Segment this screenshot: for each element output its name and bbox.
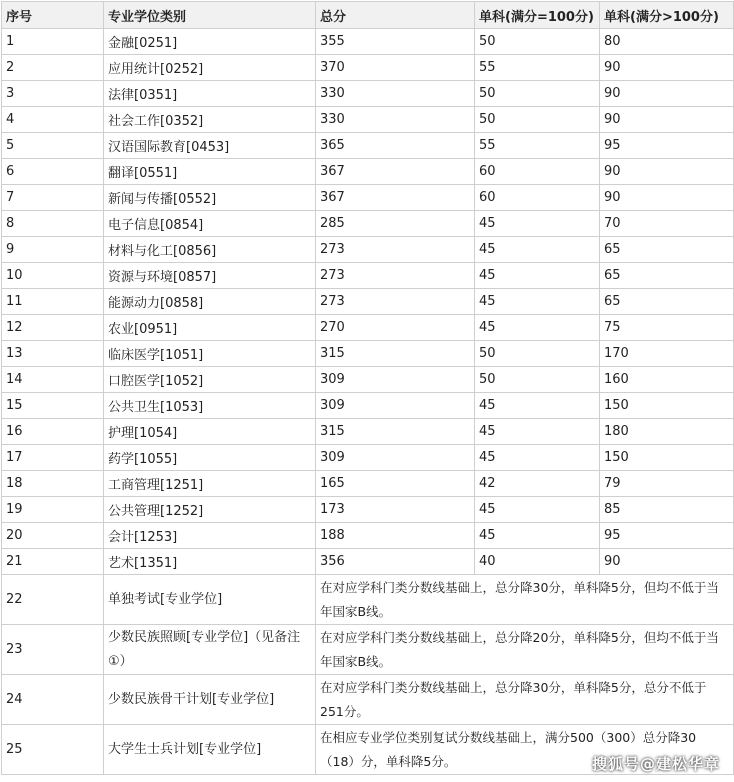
cell-single-over-100: 79 xyxy=(600,471,734,497)
cell-single-100: 50 xyxy=(475,81,600,107)
table-row xyxy=(2,289,734,315)
table-row xyxy=(2,471,734,497)
cell-single-100: 50 xyxy=(475,367,600,393)
cell-category: 护理[1054] xyxy=(104,419,316,445)
cell-single-over-100: 180 xyxy=(600,419,734,445)
cell-category: 少数民族照顾[专业学位]（见备注①） xyxy=(104,625,316,675)
cell-rule-note: 在相应专业学位类别复试分数线基础上，满分500（300）总分降30（18）分，单科降5分。 xyxy=(316,725,734,775)
cell-single-over-100: 75 xyxy=(600,315,734,341)
cell-total: 309 xyxy=(316,393,475,419)
cell-category: 农业[0951] xyxy=(104,315,316,341)
cell-total: 315 xyxy=(316,341,475,367)
cell-index: 8 xyxy=(2,211,104,237)
cell-single-100: 50 xyxy=(475,341,600,367)
cell-category: 工商管理[1251] xyxy=(104,471,316,497)
header-index: 序号 xyxy=(2,2,104,29)
table-row xyxy=(2,523,734,549)
cell-single-100: 45 xyxy=(475,211,600,237)
cell-single-over-100: 160 xyxy=(600,367,734,393)
cell-single-over-100: 170 xyxy=(600,341,734,367)
cell-total: 330 xyxy=(316,81,475,107)
cell-category: 汉语国际教育[0453] xyxy=(104,133,316,159)
cell-total: 188 xyxy=(316,523,475,549)
cell-single-100: 45 xyxy=(475,523,600,549)
header-category: 专业学位类别 xyxy=(104,2,316,29)
cell-single-over-100: 95 xyxy=(600,133,734,159)
cell-single-over-100: 70 xyxy=(600,211,734,237)
watermark: 搜狐号@建松华章 xyxy=(591,755,720,773)
cell-index: 6 xyxy=(2,159,104,185)
table-row xyxy=(2,315,734,341)
cell-index: 20 xyxy=(2,523,104,549)
cell-index: 1 xyxy=(2,29,104,55)
cell-single-over-100: 95 xyxy=(600,523,734,549)
cell-single-100: 45 xyxy=(475,263,600,289)
cell-single-100: 45 xyxy=(475,445,600,471)
cell-rule-note: 在对应学科门类分数线基础上，总分降30分，单科降5分，总分不低于251分。 xyxy=(316,675,734,725)
cell-single-100: 40 xyxy=(475,549,600,575)
cell-single-100: 42 xyxy=(475,471,600,497)
table-row xyxy=(2,107,734,133)
table-row xyxy=(2,575,734,625)
cell-index: 25 xyxy=(2,725,104,775)
cell-category: 少数民族骨干计划[专业学位] xyxy=(104,675,316,725)
table-row xyxy=(2,341,734,367)
cell-total: 370 xyxy=(316,55,475,81)
cell-single-100: 45 xyxy=(475,289,600,315)
cell-category: 临床医学[1051] xyxy=(104,341,316,367)
cell-single-over-100: 90 xyxy=(600,81,734,107)
cell-category: 材料与化工[0856] xyxy=(104,237,316,263)
cell-single-over-100: 90 xyxy=(600,185,734,211)
cell-single-100: 50 xyxy=(475,107,600,133)
cell-category: 药学[1055] xyxy=(104,445,316,471)
cell-index: 2 xyxy=(2,55,104,81)
cell-index: 11 xyxy=(2,289,104,315)
cell-single-over-100: 85 xyxy=(600,497,734,523)
cell-single-100: 50 xyxy=(475,29,600,55)
table-row xyxy=(2,185,734,211)
cell-single-over-100: 150 xyxy=(600,445,734,471)
cell-index: 19 xyxy=(2,497,104,523)
cell-category: 会计[1253] xyxy=(104,523,316,549)
cell-category: 公共管理[1252] xyxy=(104,497,316,523)
cell-category: 大学生士兵计划[专业学位] xyxy=(104,725,316,775)
cell-single-over-100: 65 xyxy=(600,263,734,289)
table-row xyxy=(2,55,734,81)
cell-total: 273 xyxy=(316,263,475,289)
cell-category: 新闻与传播[0552] xyxy=(104,185,316,211)
cell-index: 16 xyxy=(2,419,104,445)
cell-total: 330 xyxy=(316,107,475,133)
cell-single-over-100: 90 xyxy=(600,549,734,575)
cell-index: 4 xyxy=(2,107,104,133)
cell-total: 273 xyxy=(316,237,475,263)
cell-single-100: 45 xyxy=(475,315,600,341)
cell-single-over-100: 90 xyxy=(600,107,734,133)
cell-single-100: 45 xyxy=(475,393,600,419)
cell-index: 17 xyxy=(2,445,104,471)
table-row xyxy=(2,675,734,725)
cell-category: 翻译[0551] xyxy=(104,159,316,185)
table-row xyxy=(2,237,734,263)
cell-total: 355 xyxy=(316,29,475,55)
cell-total: 270 xyxy=(316,315,475,341)
cell-single-over-100: 80 xyxy=(600,29,734,55)
cell-category: 电子信息[0854] xyxy=(104,211,316,237)
cell-category: 应用统计[0252] xyxy=(104,55,316,81)
cell-total: 309 xyxy=(316,445,475,471)
table-header-row xyxy=(2,2,734,29)
cell-index: 14 xyxy=(2,367,104,393)
cell-category: 能源动力[0858] xyxy=(104,289,316,315)
table-row xyxy=(2,133,734,159)
table-row xyxy=(2,445,734,471)
table-row xyxy=(2,159,734,185)
cell-rule-note: 在对应学科门类分数线基础上，总分降30分，单科降5分，但均不低于当年国家B线。 xyxy=(316,575,734,625)
cell-total: 315 xyxy=(316,419,475,445)
cell-single-100: 55 xyxy=(475,55,600,81)
cell-total: 285 xyxy=(316,211,475,237)
score-table xyxy=(1,1,734,775)
table-row xyxy=(2,263,734,289)
cell-index: 13 xyxy=(2,341,104,367)
cell-index: 10 xyxy=(2,263,104,289)
header-single-100: 单科(满分=100分) xyxy=(475,2,600,29)
cell-category: 社会工作[0352] xyxy=(104,107,316,133)
cell-single-100: 45 xyxy=(475,237,600,263)
cell-index: 9 xyxy=(2,237,104,263)
cell-index: 12 xyxy=(2,315,104,341)
cell-single-100: 60 xyxy=(475,185,600,211)
cell-rule-note: 在对应学科门类分数线基础上，总分降20分，单科降5分，但均不低于当年国家B线。 xyxy=(316,625,734,675)
cell-category: 单独考试[专业学位] xyxy=(104,575,316,625)
table-row xyxy=(2,211,734,237)
table-row xyxy=(2,497,734,523)
cell-index: 24 xyxy=(2,675,104,725)
table-row xyxy=(2,393,734,419)
cell-category: 口腔医学[1052] xyxy=(104,367,316,393)
cell-index: 3 xyxy=(2,81,104,107)
table-row xyxy=(2,549,734,575)
table-row xyxy=(2,367,734,393)
cell-category: 金融[0251] xyxy=(104,29,316,55)
cell-index: 7 xyxy=(2,185,104,211)
cell-total: 365 xyxy=(316,133,475,159)
cell-single-over-100: 90 xyxy=(600,55,734,81)
cell-index: 5 xyxy=(2,133,104,159)
cell-index: 18 xyxy=(2,471,104,497)
cell-index: 21 xyxy=(2,549,104,575)
cell-index: 15 xyxy=(2,393,104,419)
table-row xyxy=(2,419,734,445)
cell-total: 367 xyxy=(316,185,475,211)
cell-single-over-100: 150 xyxy=(600,393,734,419)
cell-total: 367 xyxy=(316,159,475,185)
cell-category: 资源与环境[0857] xyxy=(104,263,316,289)
cell-category: 法律[0351] xyxy=(104,81,316,107)
cell-category: 公共卫生[1053] xyxy=(104,393,316,419)
cell-single-over-100: 65 xyxy=(600,289,734,315)
cell-single-over-100: 90 xyxy=(600,159,734,185)
header-single-over-100: 单科(满分>100分) xyxy=(600,2,734,29)
cell-single-100: 45 xyxy=(475,497,600,523)
cell-total: 173 xyxy=(316,497,475,523)
table-row xyxy=(2,29,734,55)
cell-total: 273 xyxy=(316,289,475,315)
cell-index: 22 xyxy=(2,575,104,625)
cell-index: 23 xyxy=(2,625,104,675)
cell-category: 艺术[1351] xyxy=(104,549,316,575)
cell-single-100: 55 xyxy=(475,133,600,159)
cell-total: 309 xyxy=(316,367,475,393)
header-total: 总分 xyxy=(316,2,475,29)
cell-single-over-100: 65 xyxy=(600,237,734,263)
table-row xyxy=(2,625,734,675)
cell-total: 165 xyxy=(316,471,475,497)
cell-single-100: 45 xyxy=(475,419,600,445)
cell-total: 356 xyxy=(316,549,475,575)
table-row xyxy=(2,81,734,107)
cell-single-100: 60 xyxy=(475,159,600,185)
